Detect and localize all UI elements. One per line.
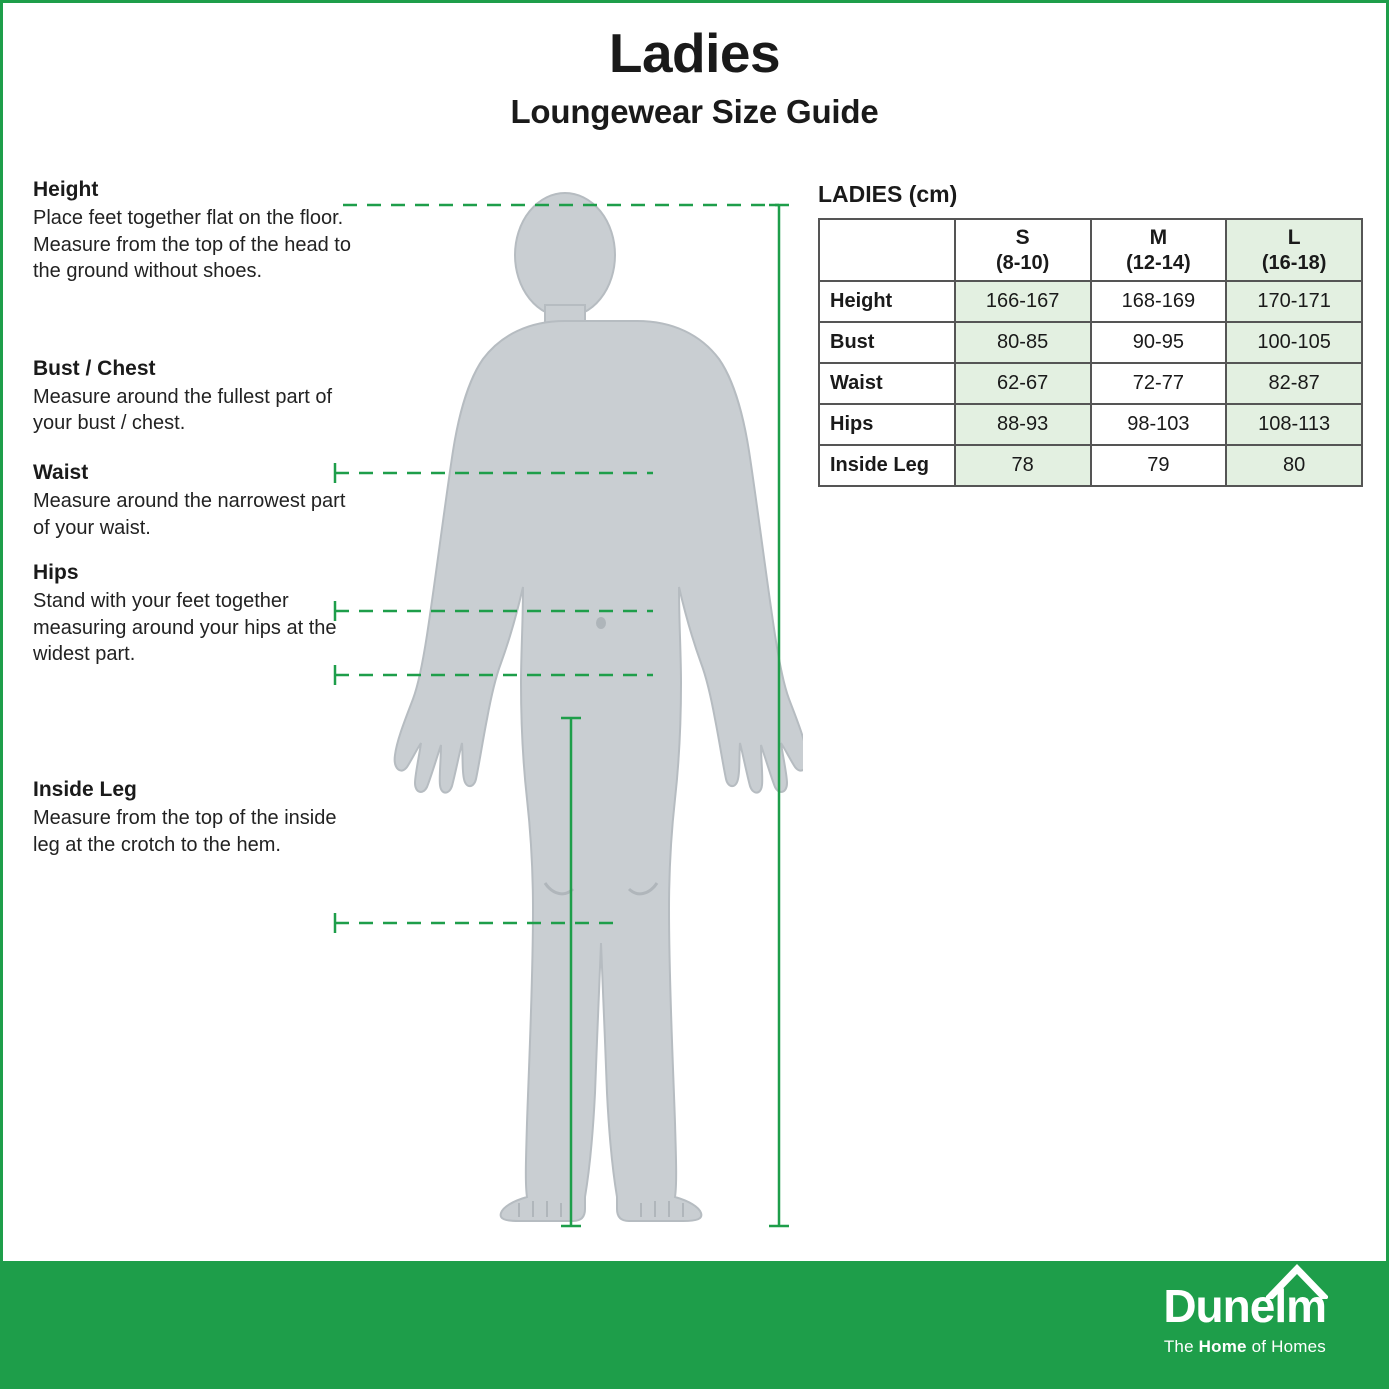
- table-header-m: [1091, 219, 1227, 281]
- table-header-s-range: (8-10): [995, 251, 1050, 274]
- instruction-hips-text: Stand with your feet together measuring around your hips at the widest part.: [33, 590, 337, 666]
- cell-height-m: 168-169: [1091, 281, 1227, 322]
- table-row: [819, 363, 1362, 404]
- row-label-waist: Waist: [819, 363, 955, 404]
- cell-height-l: 170-171: [1226, 281, 1362, 322]
- cell-hips-s: 88-93: [955, 404, 1091, 445]
- brand-name: [1163, 1280, 1326, 1332]
- table-header-row: [819, 219, 1362, 281]
- cell-waist-s: 62-67: [955, 363, 1091, 404]
- row-label-height: Height: [819, 281, 955, 322]
- cell-bust-s: 80-85: [955, 322, 1091, 363]
- instruction-waist-text: Measure around the narrowest part of your waist.: [33, 489, 346, 539]
- cell-waist-m: 72-77: [1091, 363, 1227, 404]
- brand-tagline-pre: The: [1163, 1337, 1199, 1356]
- instruction-height-text: Place feet together flat on the floor. Measure from the top of the head to the ground without shoes.: [33, 207, 351, 283]
- page-header: [3, 3, 1386, 131]
- cell-hips-m: 98-103: [1091, 404, 1227, 445]
- instruction-hips: [33, 561, 363, 668]
- cell-height-s: 166-167: [955, 281, 1091, 322]
- brand-logo: [1163, 1280, 1326, 1357]
- table-header-l-range: (16-18): [1261, 251, 1327, 274]
- measurement-instructions: [33, 178, 363, 868]
- instruction-inside-leg-text: Measure from the top of the inside leg at the crotch to the hem.: [33, 806, 337, 856]
- row-label-bust: Bust: [819, 322, 955, 363]
- cell-bust-m: 90-95: [1091, 322, 1227, 363]
- cell-inside-leg-s: 78: [955, 445, 1091, 486]
- table-header-l-size: L: [1287, 226, 1301, 250]
- row-label-hips: Hips: [819, 404, 955, 445]
- table-row: [819, 322, 1362, 363]
- body-figure-diagram: [323, 183, 803, 1243]
- instruction-bust: [33, 357, 363, 437]
- instruction-inside-leg: [33, 778, 363, 858]
- table-row: [819, 445, 1362, 486]
- size-table-container: [818, 181, 1363, 487]
- house-roof-icon: [1266, 1263, 1328, 1299]
- body-silhouette: [395, 193, 803, 1221]
- brand-tagline: [1163, 1337, 1326, 1357]
- table-header-s-size: S: [1015, 226, 1030, 250]
- cell-bust-l: 100-105: [1226, 322, 1362, 363]
- brand-tagline-bold: Home: [1198, 1337, 1247, 1356]
- cell-inside-leg-l: 80: [1226, 445, 1362, 486]
- brand-name-text: Dunelm: [1163, 1280, 1326, 1332]
- brand-tagline-post: of Homes: [1246, 1337, 1326, 1356]
- page-footer: [3, 1261, 1386, 1386]
- instruction-waist-title: Waist: [33, 460, 89, 484]
- table-row: [819, 404, 1362, 445]
- instruction-inside-leg-title: Inside Leg: [33, 777, 137, 801]
- table-header-l: [1226, 219, 1362, 281]
- instruction-hips-title: Hips: [33, 561, 79, 585]
- size-table: [818, 218, 1363, 487]
- instruction-bust-text: Measure around the fullest part of your bust / chest.: [33, 385, 333, 435]
- cell-waist-l: 82-87: [1226, 363, 1362, 404]
- instruction-height: [33, 178, 363, 285]
- cell-hips-l: 108-113: [1226, 404, 1362, 445]
- instruction-bust-title: Bust / Chest: [33, 356, 156, 380]
- instruction-waist: [33, 461, 363, 541]
- size-table-caption: LADIES (cm): [818, 181, 958, 207]
- page-subtitle: Loungewear Size Guide: [510, 92, 879, 130]
- table-header-m-range: (12-14): [1126, 251, 1191, 274]
- instruction-height-title: Height: [33, 178, 99, 201]
- cell-inside-leg-m: 79: [1091, 445, 1227, 486]
- row-label-inside-leg: Inside Leg: [819, 445, 955, 486]
- table-header-s: [955, 219, 1091, 281]
- table-header-m-size: M: [1149, 226, 1168, 250]
- table-corner-cell: [819, 219, 955, 281]
- table-row: [819, 281, 1362, 322]
- page-title: Ladies: [608, 22, 781, 84]
